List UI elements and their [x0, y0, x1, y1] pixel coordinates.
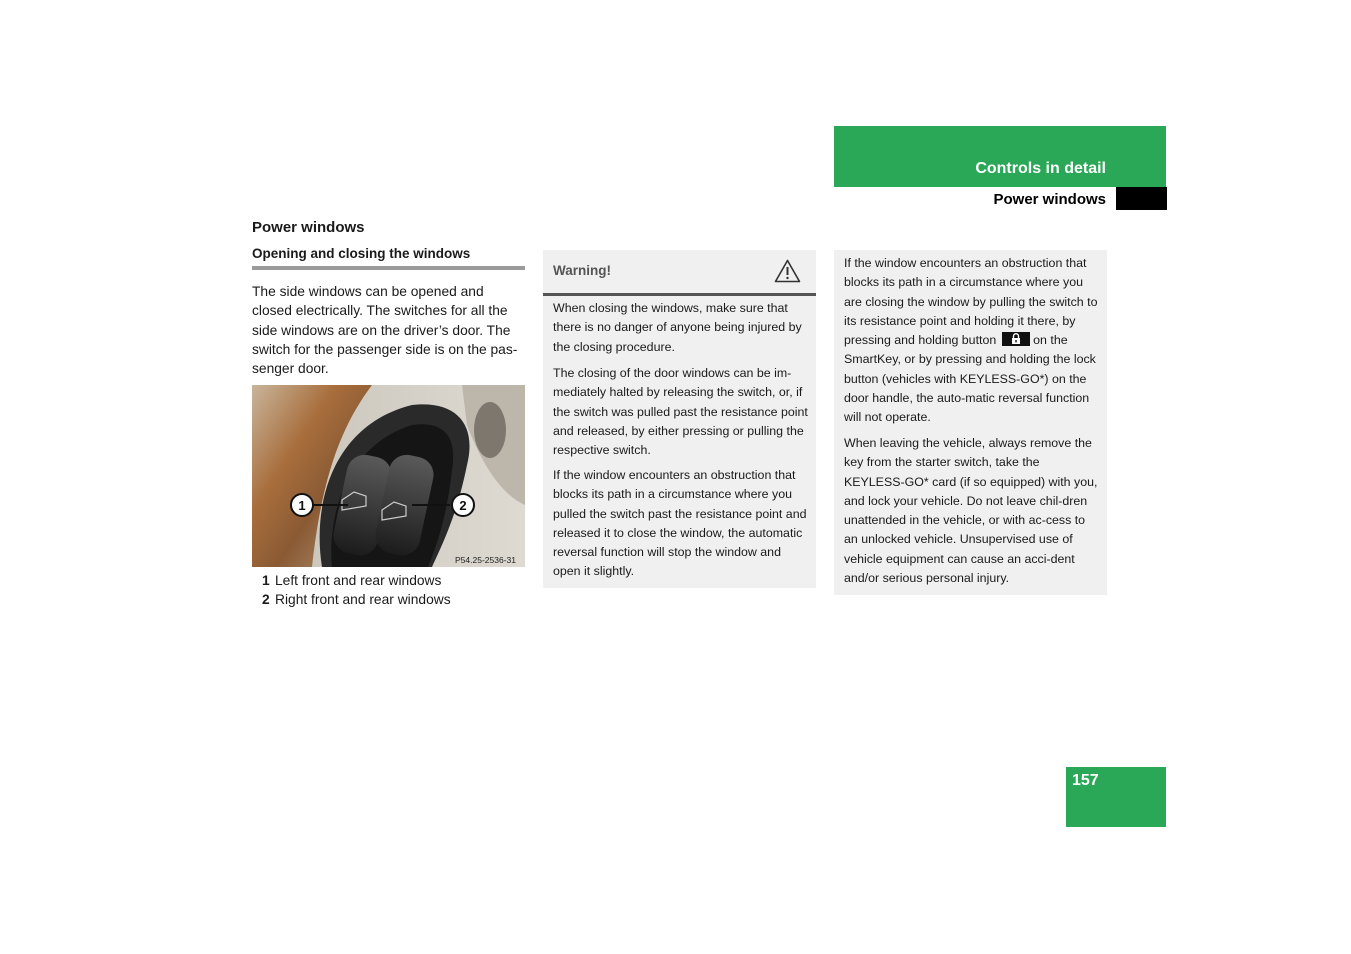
- callout-1: [291, 494, 313, 516]
- continued-text-before: If the window encounters an obstruction that blocks its path in a circumstance where you are closing the window by pulling the switch to its resistance point and holding it there, by pressing and holding button: [844, 256, 1098, 348]
- window-switch-photo: [252, 385, 525, 567]
- legend-text: Right front and rear windows: [275, 592, 451, 607]
- legend-text: Left front and rear windows: [275, 573, 442, 588]
- intro-paragraph: The side windows can be opened and closed electrically. The switches for all the side windows are on the driver’s door. The switch for the passenger side is on the pas-senger door.: [252, 284, 518, 377]
- callout-2: [452, 494, 474, 516]
- svg-text:1: 1: [298, 498, 306, 513]
- section-title: Power windows: [993, 191, 1106, 208]
- warning-paragraph-2: The closing of the door windows can be im-mediately halted by releasing the switch, or, if the switch was pulled past the resistance point and released, by either pressing or pulling the respective switch.: [553, 366, 808, 458]
- page-title: Power windows: [252, 219, 365, 236]
- subsection-rule: [252, 266, 525, 270]
- warning-paragraph-1: When closing the windows, make sure that there is no danger of anyone being injured by the closing procedure.: [553, 301, 802, 354]
- warning-triangle-icon: [774, 259, 801, 288]
- legend-number: 1: [262, 573, 270, 588]
- chapter-title: Controls in detail: [975, 160, 1106, 177]
- legend-item-1: [262, 573, 441, 588]
- lock-key-icon: [1002, 332, 1030, 346]
- continued-text-after: on the SmartKey, or by pressing and holding the lock button (vehicles with KEYLESS-GO*) on the door handle, the auto-matic reversal function will not operate.: [844, 333, 1096, 425]
- continued-paragraph-1: [844, 254, 1099, 428]
- warning-title: Warning!: [553, 263, 611, 278]
- continued-paragraph-2: When leaving the vehicle, always remove the key from the starter switch, take the KEYLESS-GO* card (if so equipped) with you, and lock your vehicle. Do not leave chil-dren unattended in the vehicle, or with ac-cess to an unlocked vehicle. Unsupervised use of vehicle equipment can cause an acci-dent and/or serious personal injury.: [844, 436, 1098, 586]
- section-tab-marker: [1116, 187, 1167, 210]
- legend-item-2: [262, 592, 451, 607]
- svg-text:2: 2: [459, 498, 467, 513]
- legend-number: 2: [262, 592, 270, 607]
- subsection-title: Opening and closing the windows: [252, 246, 471, 261]
- warning-paragraph-3: If the window encounters an obstruction that blocks its path in a circumstance where you pulled the switch past the resistance point and released it to close the window, the automatic reversal function will stop the window and open it slightly.: [553, 468, 807, 579]
- figure-code: P54.25-2536-31: [455, 555, 516, 565]
- page-number: 157: [1072, 772, 1099, 789]
